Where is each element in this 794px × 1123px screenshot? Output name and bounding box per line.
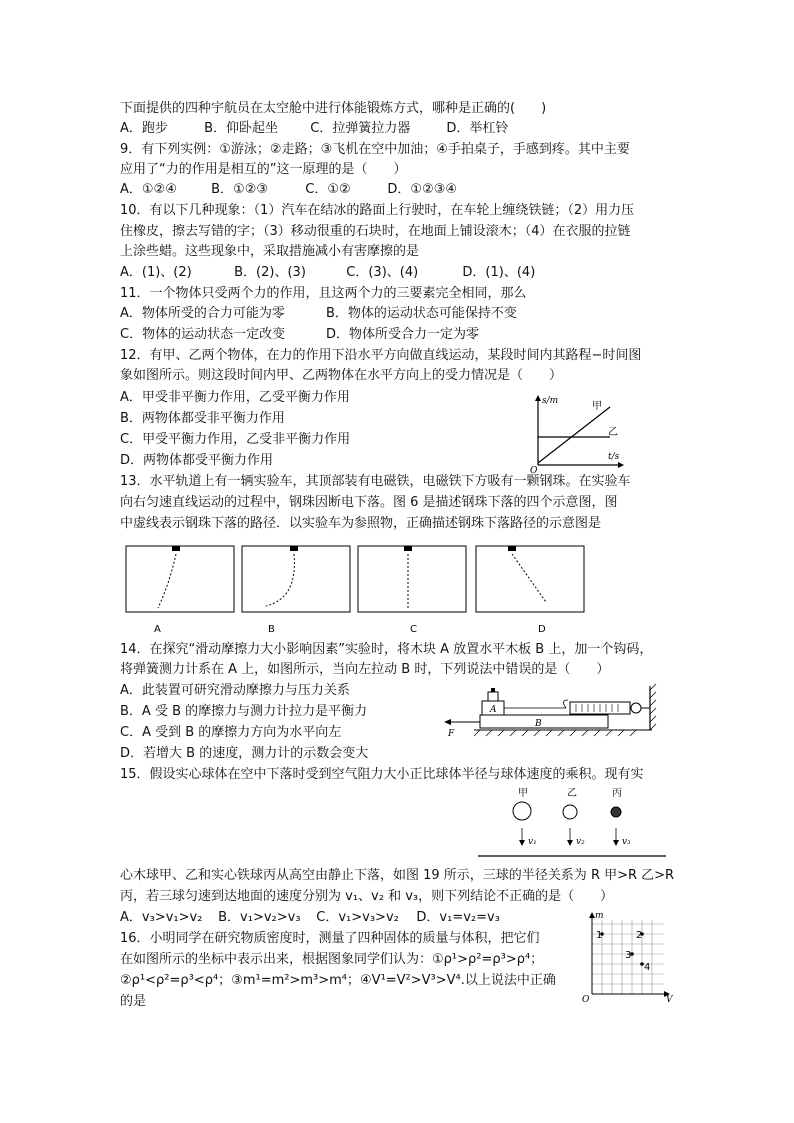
option: D．举杠铃 [446, 121, 509, 136]
q8-stem: 下面提供的四种宇航员在太空舱中进行体能锻炼方式，哪种是正确的( ) [120, 101, 547, 116]
q16-stem-3: ②ρ¹<ρ²=ρ³<ρ⁴；③m¹=m²>m³>m⁴；④V¹=V²>V³>V⁴.以上说法中正确 [120, 973, 556, 988]
axis-label-s: s/m [542, 396, 559, 406]
option: C．拉弹簧拉力器 [310, 121, 411, 136]
q12-option-c: C．甲受平衡力作用，乙受非平衡力作用 [120, 432, 351, 447]
origin-label: O [582, 995, 590, 1005]
q15-falling-balls-figure [478, 784, 668, 860]
q12-stem-2: 象如图所示。则这段时间内甲、乙两物体在水平方向上的受力情况是（ ） [120, 368, 563, 383]
q13-stem-1: 13．水平轨道上有一辆实验车，其顶部装有电磁铁，电磁铁下方吸有一颗钢珠。在实验车 [120, 474, 631, 489]
q10-stem-2: 住橡皮，擦去写错的字；（3）移动很重的石块时，在地面上铺设滚木；（4）在衣服的拉链 [120, 224, 631, 239]
axis-label-t: t/s [608, 452, 620, 462]
option: D．v₁=v₂=v₃ [416, 910, 500, 925]
ball-jia-label: 甲 [518, 788, 528, 799]
v1-label: v₁ [528, 837, 537, 847]
axis-label-m: m [595, 911, 604, 921]
option: A．物体所受的合力可能为零 [120, 306, 285, 321]
point-4-label: 4 [644, 962, 651, 973]
option: C．v₁>v₃>v₂ [316, 910, 399, 925]
option: A．v₃>v₁>v₂ [120, 910, 203, 925]
option: C．(3)、(4) [346, 265, 419, 280]
force-f-label: F [448, 729, 455, 739]
option: D．(1)、(4) [462, 265, 536, 280]
option: B．①②③ [211, 182, 269, 197]
option: A．①②④ [120, 182, 177, 197]
q13-stem-2: 向右匀速直线运动的过程中，钢珠因断电下落。图 6 是描述钢珠下落的四个示意图，图 [120, 495, 618, 510]
option: D．物体所受合力一定为零 [326, 327, 480, 342]
q9-stem-2: 应用了“力的作用是相互的”这一原理的是（ ） [120, 162, 407, 177]
axis-label-v: V [666, 995, 673, 1005]
label-d: D [538, 624, 546, 635]
ball-bing-label: 丙 [612, 788, 622, 799]
q14-option-b: B．A 受 B 的摩擦力与测力计拉力是平衡力 [120, 704, 368, 719]
label-yi: 乙 [608, 427, 618, 438]
board-b-label: B [535, 719, 542, 729]
q16-stem-4: 的是 [120, 994, 147, 1009]
q16-stem-2: 在如图所示的坐标中表示出来，根据图象同学们认为：①ρ¹>ρ²=ρ³>ρ⁴； [120, 952, 544, 967]
option: A．(1)、(2) [120, 265, 192, 280]
q11-stem: 11．一个物体只受两个力的作用，且这两个力的三要素完全相同，那么 [120, 286, 527, 301]
ball-yi-label: 乙 [567, 788, 577, 799]
q12-option-d: D．两物体都受平衡力作用 [120, 453, 274, 468]
q9-options [120, 180, 457, 200]
option: B．物体的运动状态可能保持不变 [326, 306, 517, 321]
v2-label: v₂ [576, 837, 585, 847]
q12-stem-1: 12．有甲、乙两个物体，在力的作用下沿水平方向做直线运动，某段时间内其路程−时间图 [120, 348, 642, 363]
q10-options [120, 263, 535, 283]
label-a: A [154, 624, 161, 635]
point-1-label: 1 [596, 930, 603, 941]
option: C．①② [305, 182, 351, 197]
q10-stem-1: 10．有以下几种现象：（1）汽车在结冰的路面上行驶时，在车轮上缠绕铁链；（2）用力压 [120, 203, 635, 218]
label-b: B [268, 624, 275, 635]
block-a-label: A [490, 705, 497, 715]
label-c: C [410, 624, 417, 635]
q8-options [120, 119, 508, 139]
point-3-label: 3 [625, 950, 632, 961]
q11-options-row-1 [120, 304, 517, 324]
q13-stem-3: 中虚线表示钢珠下落的路径．以实验车为参照物，正确描述钢珠下落路径的示意图是 [120, 516, 602, 531]
q10-stem-3: 上涂些蜡。这些现象中，采取措施减小有害摩擦的是 [120, 244, 420, 259]
q15-stem-3: 丙，若三球匀速到达地面的速度分别为 v₁、v₂ 和 v₃，则下列结论不正确的是（ ） [120, 889, 614, 904]
q16-mass-volume-graph [580, 910, 674, 1005]
label-jia: 甲 [592, 401, 602, 412]
q12-option-b: B．两物体都受非平衡力作用 [120, 411, 285, 426]
origin-label: O [530, 466, 538, 476]
option: D．①②③④ [387, 182, 458, 197]
option: C．物体的运动状态一定改变 [120, 327, 286, 342]
v3-label: v₃ [622, 837, 631, 847]
q12-option-a: A．甲受非平衡力作用，乙受平衡力作用 [120, 390, 350, 405]
q15-options [120, 908, 500, 928]
line-jia [538, 407, 610, 463]
q14-option-d: D．若增大 B 的速度，测力计的示数会变大 [120, 746, 369, 761]
q14-stem-1: 14．在探究“滑动摩擦力大小影响因素”实验时，将木块 A 放置水平木板 B 上，加一个钩码， [120, 642, 653, 657]
point-2-label: 2 [636, 930, 643, 941]
q15-stem-1: 15．假设实心球体在空中下落时受到空气阻力大小正比球体半径与球体速度的乘积。现有实 [120, 767, 644, 782]
option: A．跑步 [120, 121, 168, 136]
q15-stem-2: 心木球甲、乙和实心铁球丙从高空由静止下落，如图 19 所示，三球的半径关系为 R 甲>R 乙>R [120, 868, 675, 883]
q14-stem-2: 将弹簧测力计系在 A 上，如图所示，当向左拉动 B 时，下列说法中错误的是（ ） [120, 662, 610, 677]
q16-stem-1: 16．小明同学在研究物质密度时，测量了四种固体的质量与体积，把它们 [120, 931, 540, 946]
option: B．(2)、(3) [234, 265, 306, 280]
q14-option-c: C．A 受到 B 的摩擦力方向为水平向左 [120, 725, 342, 740]
q14-option-a: A．此装置可研究滑动摩擦力与压力关系 [120, 683, 350, 698]
option: B．仰卧起坐 [204, 121, 279, 136]
option: B．v₁>v₂>v₃ [218, 910, 301, 925]
q14-friction-apparatus [440, 682, 670, 742]
q13-diagrams [120, 542, 590, 637]
q11-options-row-2 [120, 325, 479, 345]
q9-stem-1: 9．有下列实例：①游泳；②走路；③飞机在空中加油；④手拍桌子，手感到疼。其中主要 [120, 142, 630, 157]
q12-st-graph [528, 393, 628, 476]
